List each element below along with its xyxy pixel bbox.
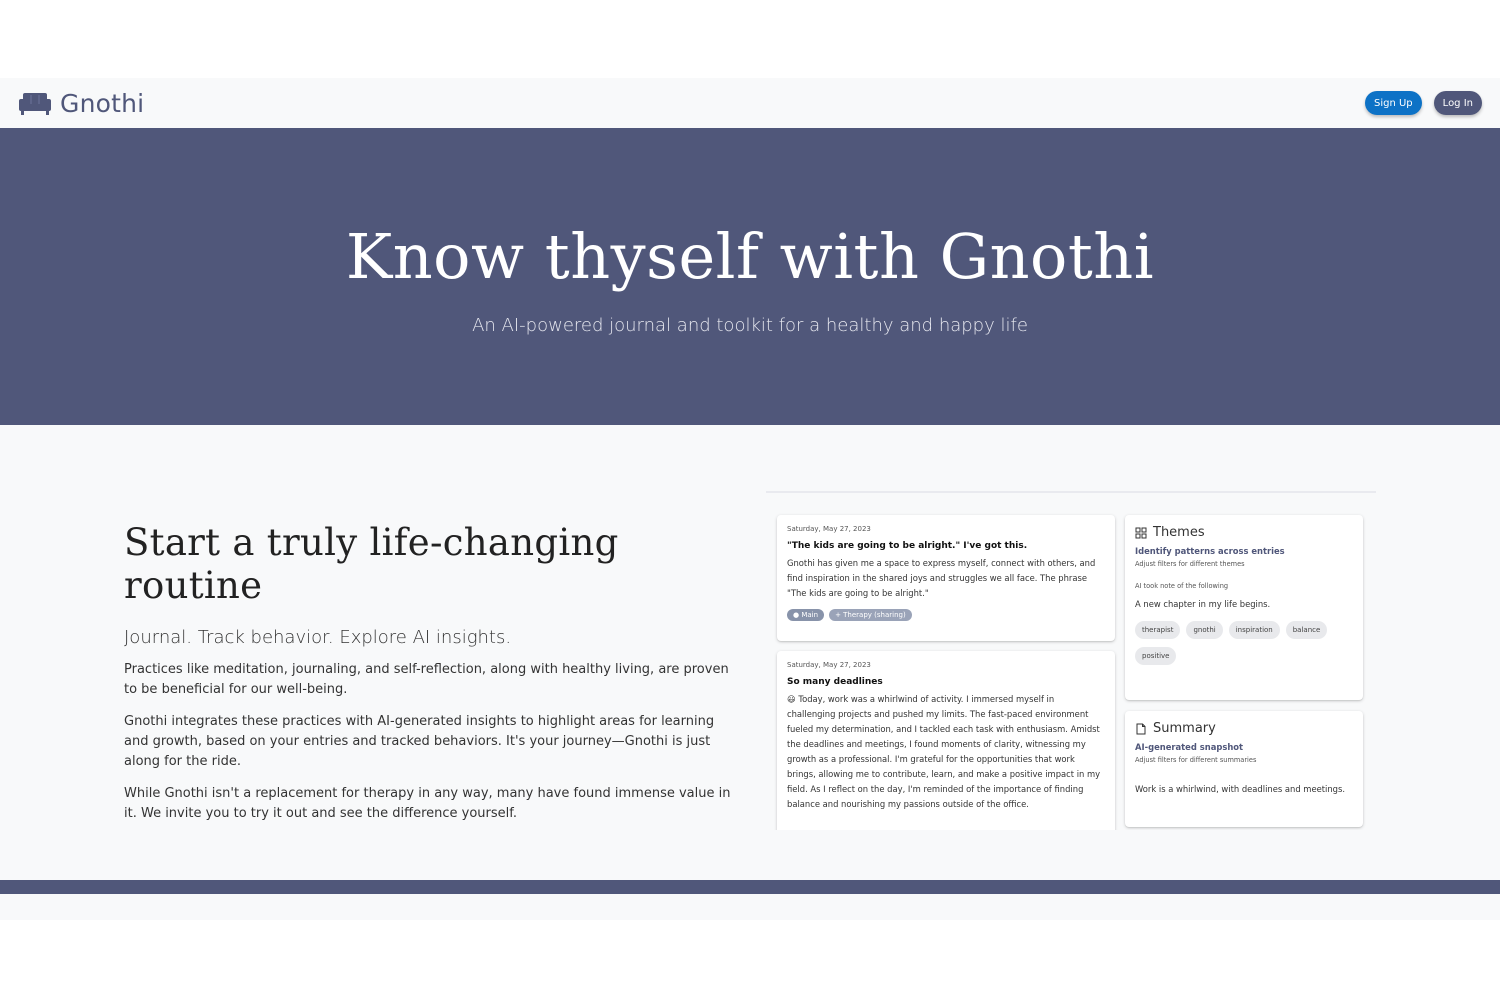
about-paragraph-1: Practices like meditation, journaling, and self-reflection, along with healthy living, are proven to be beneficial for our well-being. xyxy=(124,662,729,697)
couch-icon xyxy=(18,90,52,116)
themes-note: AI took note of the following xyxy=(1135,582,1229,590)
hero-title: Know thyself with Gnothi xyxy=(345,220,1155,293)
themes-hint: Adjust filters for different themes xyxy=(1135,560,1245,568)
preview-divider xyxy=(766,491,1376,493)
entry-text: Gnothi has given me a space to express myself, connect with others, and find inspiration in the shared joys and struggles we all face. The phrase "The kids are going to be alright." xyxy=(787,558,1096,598)
entry-title: "The kids are going to be alright." I've got this. xyxy=(787,541,1028,551)
summary-header xyxy=(1135,721,1353,736)
entry-title: So many deadlines xyxy=(787,677,883,687)
navbar xyxy=(0,78,1500,128)
theme-chip[interactable]: positive xyxy=(1135,647,1176,665)
summary-text: Work is a whirlwind, with deadlines and meetings. xyxy=(1135,784,1346,794)
entry-tags xyxy=(787,609,1105,621)
document-icon xyxy=(1135,723,1147,735)
about-copy xyxy=(124,521,739,824)
tag-therapy[interactable]: + Therapy (sharing) xyxy=(829,609,912,621)
entry-card[interactable] xyxy=(777,651,1115,830)
nav-actions xyxy=(1365,91,1482,115)
summary-panel xyxy=(1125,711,1363,827)
app-preview xyxy=(766,485,1376,830)
about-heading: Start a truly life-changing routine xyxy=(124,521,619,607)
signup-button[interactable]: Sign Up xyxy=(1365,91,1422,115)
summary-title: Summary xyxy=(1153,721,1216,736)
theme-chip[interactable]: inspiration xyxy=(1229,621,1280,639)
tag-main[interactable]: ● Main xyxy=(787,609,824,621)
entry-text: 😃 Today, work was a whirlwind of activity. I immersed myself in challenging projects and pushed my limits. The fast-paced environment fueled my determination, and I tackled each task with enthusiasm. Amidst the deadlines and meetings, I found moments of clarity, witnessing my growth as a professional. I'm grateful for the opportunities that work brings, allowing me to contribute, learn, and make a positive impact in my field. As I reflect on the day, I'm reminded of the importance of finding balance and nourishing my passions outside of the office. xyxy=(787,694,1101,809)
about-section xyxy=(0,425,1500,880)
login-button[interactable]: Log In xyxy=(1434,91,1482,115)
theme-chip[interactable]: therapist xyxy=(1135,621,1180,639)
themes-header xyxy=(1135,525,1353,540)
hero xyxy=(0,128,1500,425)
hero-subtitle: An AI-powered journal and toolkit for a healthy and happy life xyxy=(472,315,1028,336)
entry-date: Saturday, May 27, 2023 xyxy=(787,525,871,533)
about-paragraph-2: Gnothi integrates these practices with AI-generated insights to highlight areas for learning and growth, based on your entries and tracked behaviors. It's your journey—Gnothi is just along for the ride. xyxy=(124,714,715,769)
themes-subtitle: Identify patterns across entries xyxy=(1135,546,1285,556)
grid-icon xyxy=(1135,527,1147,539)
entry-card[interactable] xyxy=(777,515,1115,641)
tag-therapy-label: Therapy (sharing) xyxy=(843,611,906,619)
themes-panel xyxy=(1125,515,1363,700)
themes-text: A new chapter in my life begins. xyxy=(1135,599,1271,609)
about-paragraph-3: While Gnothi isn't a replacement for therapy in any way, many have found immense value in it. We invite you to try it out and see the difference yourself. xyxy=(124,786,731,821)
footer-bar xyxy=(0,880,1500,894)
footer-strip xyxy=(0,894,1500,920)
about-subheading: Journal. Track behavior. Explore AI insights. xyxy=(124,627,512,648)
theme-chip[interactable]: gnothi xyxy=(1186,621,1222,639)
theme-chip[interactable]: balance xyxy=(1286,621,1328,639)
brand-name: Gnothi xyxy=(60,88,145,118)
brand[interactable] xyxy=(18,89,144,118)
summary-subtitle: AI-generated snapshot xyxy=(1135,742,1244,752)
summary-hint: Adjust filters for different summaries xyxy=(1135,756,1257,764)
tag-main-label: Main xyxy=(801,611,819,619)
theme-chips xyxy=(1135,621,1353,665)
entry-date: Saturday, May 27, 2023 xyxy=(787,661,871,669)
themes-title: Themes xyxy=(1153,525,1205,540)
